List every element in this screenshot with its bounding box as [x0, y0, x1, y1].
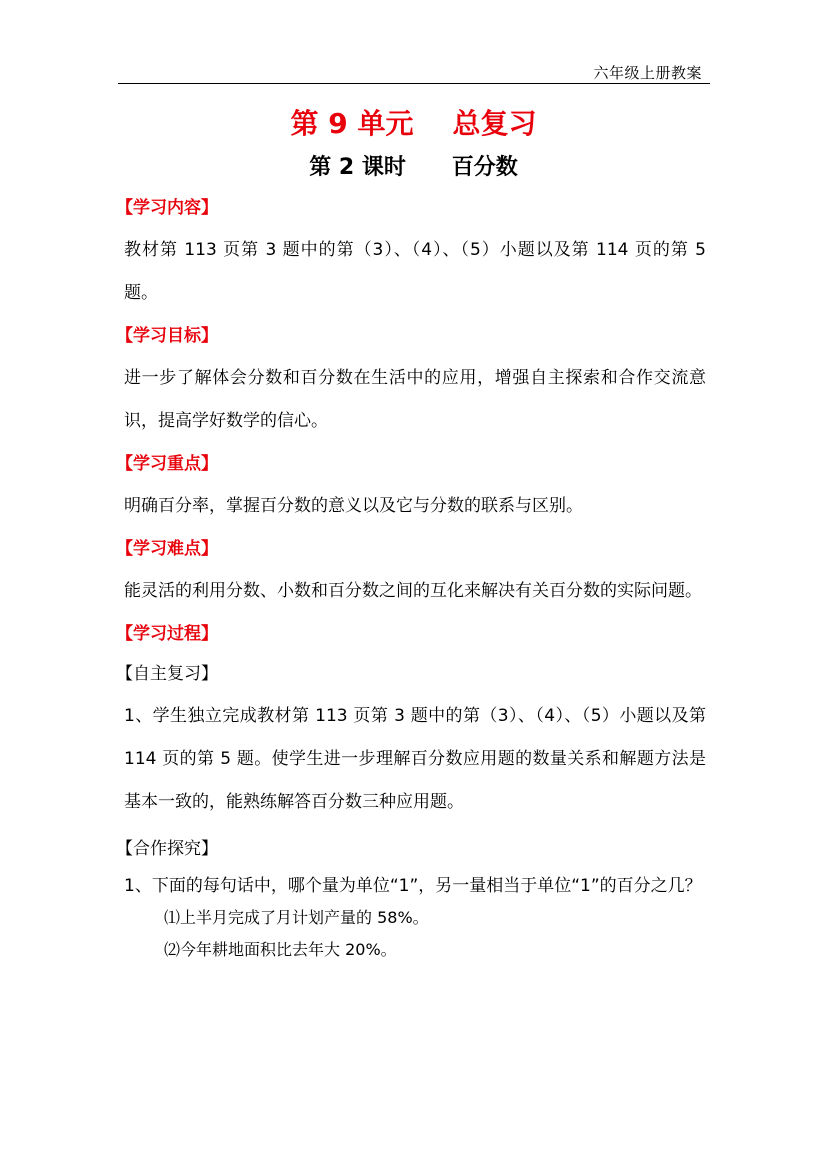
section-heading-content: 【学习内容】 — [116, 198, 218, 218]
page-title: 第 9 单元 总复习 — [290, 107, 537, 140]
section-heading-goals: 【学习目标】 — [116, 326, 218, 346]
section-heading-difficulty: 【学习难点】 — [116, 539, 218, 559]
subheading-self-review: 【自主复习】 — [116, 664, 218, 684]
section-text-goals: 进一步了解体会分数和百分数在生活中的应用，增强自主探索和合作交流意识，提高学好数学的信心。 — [124, 368, 706, 431]
header-text: 六年级上册教案 — [593, 64, 702, 82]
section-text-difficulty: 能灵活的利用分数、小数和百分数之间的互化来解决有关百分数的实际问题。 — [124, 581, 702, 601]
cooperative-text: 1、下面的每句话中，哪个量为单位“1”，另一量相当于单位“1”的百分之几？ — [124, 876, 702, 896]
self-review-text: 1、学生独立完成教材第 113 页第 3 题中的第（3）、（4）、（5）小题以及第 114 页的第 5 题。使学生进一步理解百分数应用题的数量关系和解题方法是基本一致的，能熟练解答百分数三种应用题。 — [124, 706, 706, 812]
list-item: ⑵今年耕地面积比去年大 20%。 — [164, 940, 397, 959]
document-body — [116, 193, 706, 966]
subheading-cooperative: 【合作探究】 — [116, 839, 218, 859]
header-rule — [118, 83, 710, 84]
section-heading-focus: 【学习重点】 — [116, 454, 218, 474]
section-text-focus: 明确百分率，掌握百分数的意义以及它与分数的联系与区别。 — [124, 496, 583, 516]
section-text-content: 教材第 113 页第 3 题中的第（3）、（4）、（5）小题以及第 114 页的第 5 题。 — [124, 240, 706, 303]
list-item: ⑴上半月完成了月计划产量的 58%。 — [164, 908, 429, 927]
lesson-subtitle: 第 2 课时 百分数 — [309, 155, 518, 180]
section-heading-process: 【学习过程】 — [116, 624, 218, 644]
